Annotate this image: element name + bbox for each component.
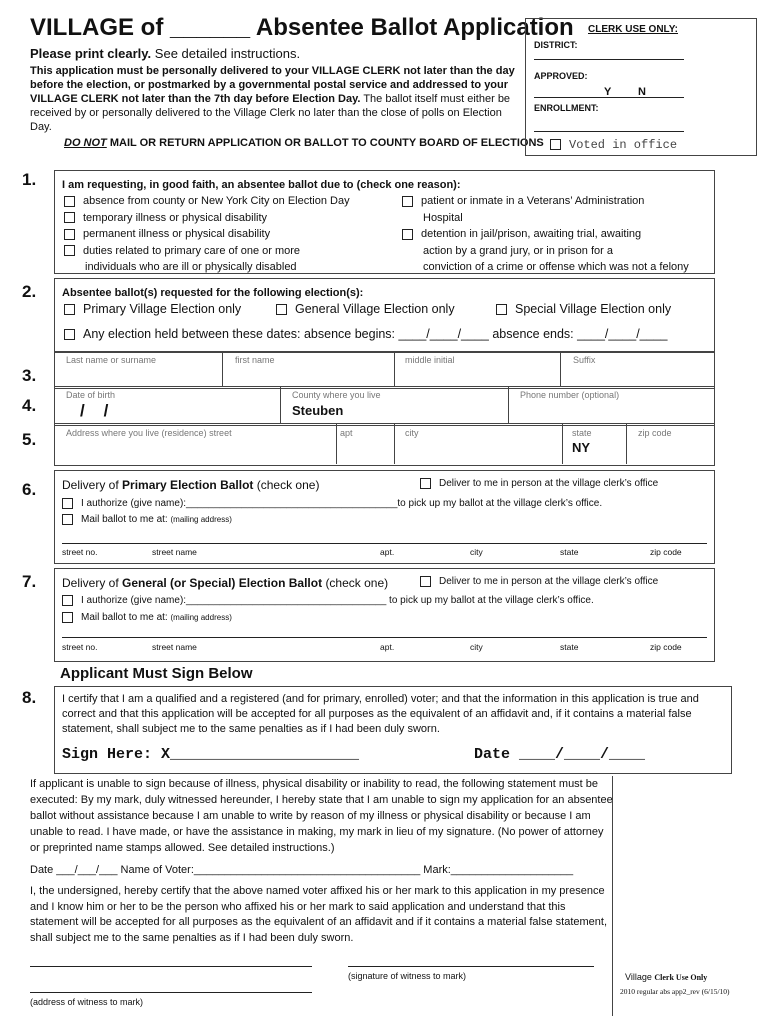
witness-statement: I, the undersigned, hereby certify that the above named voter affixed his or her mark to this application in my presence and I know him or her to be the person who affixed his or her mark to said application and understand that this statement will be accepted for all purposes as the equivalent of an affidavit and if it contains a material false statement, shall subject me to the same penalties as if I had been duly sworn. bbox=[30, 885, 608, 944]
col-apt: apt. bbox=[380, 547, 395, 557]
general-mail[interactable] bbox=[62, 612, 232, 623]
dob-value[interactable]: / / bbox=[80, 401, 109, 420]
general-authorize[interactable] bbox=[62, 595, 594, 606]
reason-right-list bbox=[402, 193, 689, 276]
witness-signature-line-left[interactable] bbox=[30, 966, 312, 967]
last-name-label: Last name or surname bbox=[66, 355, 157, 365]
col-city: city bbox=[470, 547, 483, 557]
section-6-number: 6. bbox=[22, 480, 37, 499]
enrollment-label: ENROLLMENT: bbox=[534, 103, 599, 113]
dob-divider bbox=[508, 386, 509, 424]
address-label: Address where you live (residence) street bbox=[66, 428, 232, 438]
intro-bold: This application must be personally delivered to your VILLAGE CLERK not later than the day before the election, or postmarked by a governmental postal service and addressed to your VILLAGE CLERK not later than the 7th day before Election Day. bbox=[30, 65, 515, 105]
sign-here[interactable]: Sign Here: X_____________________ bbox=[62, 746, 360, 763]
county-label: County where you live bbox=[292, 390, 381, 400]
village-clerk-only bbox=[625, 972, 707, 982]
col-state: state bbox=[560, 547, 579, 557]
mailing-hint: (mailing address) bbox=[170, 613, 232, 623]
do-not-rest: MAIL OR RETURN APPLICATION OR BALLOT TO COUNTY BOARD OF ELECTIONS bbox=[109, 137, 544, 149]
sign-heading: Applicant Must Sign Below bbox=[60, 665, 253, 682]
see-instructions: See detailed instructions. bbox=[154, 46, 301, 61]
election-special[interactable] bbox=[496, 302, 671, 316]
reason-label: absence from county or New York City on Election Day bbox=[83, 195, 350, 207]
ballot-type: General (or Special) Election Ballot bbox=[122, 576, 323, 590]
primary-delivery-heading bbox=[62, 478, 319, 492]
address-divider bbox=[336, 423, 337, 464]
reason-label: duties related to primary care of one or more bbox=[83, 244, 301, 257]
col-street-no: street no. bbox=[62, 642, 98, 652]
election-checkbox[interactable] bbox=[64, 329, 75, 340]
reason-patient-cont: Hospital bbox=[423, 211, 463, 224]
do-not-label: DO NOT bbox=[64, 137, 107, 149]
print-clearly: Please print clearly. bbox=[30, 46, 152, 61]
reason-checkbox[interactable] bbox=[402, 229, 413, 240]
check-one: (check one) bbox=[325, 576, 389, 590]
primary-authorize[interactable] bbox=[62, 498, 602, 509]
name-divider bbox=[394, 352, 395, 387]
section-4-number: 4. bbox=[22, 396, 37, 415]
col-street-name: street name bbox=[152, 642, 197, 652]
election-label: Any election held between these dates: absence begins: ____/____/____ absence ends: ____/____/____ bbox=[83, 327, 668, 341]
col-zip: zip code bbox=[650, 547, 682, 557]
reason-absence[interactable] bbox=[64, 193, 350, 210]
city-label: city bbox=[405, 428, 419, 438]
col-street-no: street no. bbox=[62, 547, 98, 557]
zip-label: zip code bbox=[638, 428, 672, 438]
name-divider bbox=[560, 352, 561, 387]
sign-date[interactable]: Date ____/____/____ bbox=[474, 746, 646, 763]
unable-to-sign-text: If applicant is unable to sign because of illness, physical disability or inability to read, the following statement must be executed: By my mark, duly witnessed hereunder, I hereby state that I am unable to sign my application for an absentee ballot without assistance because I am unable to write by reason of my illness or physical disability or because I am unable to read. I have made, or have the assistance in making, my mark in lieu of my signature. (No power of attorney or preprinted name stamps allowed. See detailed instructions.) bbox=[30, 778, 613, 854]
col-apt: apt. bbox=[380, 642, 395, 652]
enrollment-line bbox=[534, 131, 684, 132]
mark-date-line[interactable]: Date ___/___/___ Name of Voter:_____________________________________ Mark:____________________ bbox=[30, 864, 574, 876]
reason-label: patient or inmate in a Veterans’ Administration bbox=[421, 195, 645, 207]
delivery-checkbox[interactable] bbox=[62, 498, 73, 509]
delivery-label: Delivery of bbox=[62, 576, 119, 590]
col-zip: zip code bbox=[650, 642, 682, 652]
reason-checkbox[interactable] bbox=[64, 229, 75, 240]
name-divider bbox=[222, 352, 223, 387]
witness-signature-line[interactable] bbox=[348, 966, 594, 967]
approved-line bbox=[534, 97, 684, 98]
delivery-checkbox[interactable] bbox=[62, 595, 73, 606]
delivery-label: Mail ballot to me at: bbox=[81, 514, 168, 526]
middle-initial-label: middle initial bbox=[405, 355, 455, 365]
election-any-dates[interactable] bbox=[64, 327, 668, 341]
delivery-label: I authorize (give name):____________________________________ to pick up my ballot at the village clerk’s office. bbox=[81, 595, 594, 607]
col-state: state bbox=[560, 642, 579, 652]
delivery-checkbox[interactable] bbox=[62, 612, 73, 623]
approved-yes: Y bbox=[604, 86, 612, 98]
election-label: Primary Village Election only bbox=[83, 302, 242, 316]
address-divider bbox=[394, 423, 395, 464]
reason-checkbox[interactable] bbox=[402, 196, 413, 207]
delivery-checkbox[interactable] bbox=[420, 478, 431, 489]
reason-label: permanent illness or physical disability bbox=[83, 228, 271, 240]
general-in-person[interactable] bbox=[420, 576, 658, 587]
voted-label: Voted in office bbox=[569, 138, 678, 152]
do-not-mail bbox=[64, 136, 544, 150]
voted-in-office bbox=[550, 137, 677, 152]
general-delivery-heading bbox=[62, 576, 388, 590]
delivery-checkbox[interactable] bbox=[62, 514, 73, 525]
reason-checkbox[interactable] bbox=[64, 212, 75, 223]
revision-label: 2010 regular abs app2_rev (6/15/10) bbox=[620, 987, 730, 996]
clerk-use-box bbox=[525, 18, 757, 156]
election-checkbox[interactable] bbox=[496, 304, 507, 315]
apt-label: apt bbox=[340, 428, 353, 438]
approved-no: N bbox=[638, 86, 646, 98]
phone-label: Phone number (optional) bbox=[520, 390, 620, 400]
primary-in-person[interactable] bbox=[420, 478, 658, 489]
election-label: Special Village Election only bbox=[515, 302, 672, 316]
election-label: General Village Election only bbox=[295, 302, 455, 316]
section-2-number: 2. bbox=[22, 282, 37, 301]
suffix-label: Suffix bbox=[573, 355, 596, 365]
footer-divider bbox=[612, 776, 613, 1016]
general-address-line[interactable] bbox=[62, 637, 707, 638]
election-heading: Absentee ballot(s) requested for the following election(s): bbox=[62, 287, 364, 299]
section-7-number: 7. bbox=[22, 572, 37, 591]
reason-primary-care[interactable] bbox=[64, 243, 350, 260]
reason-permanent-illness[interactable] bbox=[64, 226, 350, 243]
intro-text bbox=[30, 64, 520, 134]
clerk-use-label: Clerk Use Only bbox=[654, 973, 708, 982]
election-checkbox[interactable] bbox=[64, 304, 75, 315]
print-instruction bbox=[30, 46, 300, 61]
delivery-label: Mail ballot to me at: bbox=[81, 612, 168, 624]
section-1-number: 1. bbox=[22, 170, 37, 189]
delivery-label: Deliver to me in person at the village clerk’s office bbox=[439, 478, 659, 490]
reason-temporary-illness[interactable] bbox=[64, 210, 350, 227]
reason-patient[interactable] bbox=[402, 193, 689, 210]
section-5-number: 5. bbox=[22, 430, 37, 449]
district-line bbox=[534, 59, 684, 60]
delivery-label: I authorize (give name):______________________________________to pick up my ballot at the village clerk’s office. bbox=[81, 498, 603, 510]
election-primary[interactable] bbox=[64, 302, 241, 316]
state-label: state bbox=[572, 428, 592, 438]
witness-signature-label: (signature of witness to mark) bbox=[348, 971, 467, 981]
delivery-checkbox[interactable] bbox=[420, 576, 431, 587]
address-divider bbox=[626, 423, 627, 464]
dob-divider bbox=[280, 386, 281, 424]
address-divider bbox=[562, 423, 563, 464]
district-label: DISTRICT: bbox=[534, 40, 578, 50]
primary-address-line[interactable] bbox=[62, 543, 707, 544]
mailing-hint: (mailing address) bbox=[170, 515, 232, 525]
ballot-type: Primary Election Ballot bbox=[122, 478, 254, 492]
reason-detention[interactable] bbox=[402, 226, 689, 243]
check-one: (check one) bbox=[256, 478, 320, 492]
delivery-label: Deliver to me in person at the village clerk’s office bbox=[439, 576, 659, 588]
reason-detention-cont: action by a grand jury, or in prison for a bbox=[423, 244, 613, 257]
col-street-name: street name bbox=[152, 547, 197, 557]
village-label: Village bbox=[625, 972, 652, 982]
clerk-title: CLERK USE ONLY: bbox=[588, 24, 679, 35]
dob-label: Date of birth bbox=[66, 390, 116, 400]
reason-checkbox[interactable] bbox=[64, 245, 75, 256]
reason-detention-cont2: conviction of a crime or offense which was not a felony bbox=[423, 261, 689, 273]
delivery-label: Delivery of bbox=[62, 478, 119, 492]
election-general[interactable] bbox=[276, 302, 455, 316]
approved-label: APPROVED: bbox=[534, 71, 588, 81]
witness-address-line[interactable] bbox=[30, 992, 312, 993]
reason-heading: I am requesting, in good faith, an absentee ballot due to (check one reason): bbox=[62, 179, 461, 191]
primary-mail[interactable] bbox=[62, 514, 232, 525]
reason-checkbox[interactable] bbox=[64, 196, 75, 207]
form-title: VILLAGE of ______ Absentee Ballot Application bbox=[30, 14, 574, 41]
reason-label: detention in jail/prison, awaiting trial, awaiting bbox=[421, 228, 642, 240]
first-name-label: first name bbox=[235, 355, 275, 365]
reason-primary-care-cont: individuals who are ill or physically disabled bbox=[85, 261, 297, 273]
certify-text: I certify that I am a qualified and a registered (and for primary, enrolled) voter; and that the information in this application is true and correct and that this application will be accepted for all purposes as the equivalent of an affidavit and, if it contains a material false statement, shall subject me to the same penalties as if I had been duly sworn. bbox=[62, 693, 699, 735]
col-city: city bbox=[470, 642, 483, 652]
voted-checkbox[interactable] bbox=[550, 139, 561, 150]
section-8-number: 8. bbox=[22, 688, 37, 707]
reason-label: temporary illness or physical disability bbox=[83, 211, 268, 224]
state-value[interactable]: NY bbox=[572, 440, 591, 455]
reason-left-list bbox=[64, 193, 350, 276]
section-3-number: 3. bbox=[22, 366, 37, 385]
election-checkbox[interactable] bbox=[276, 304, 287, 315]
witness-address-label: (address of witness to mark) bbox=[30, 997, 144, 1007]
county-value[interactable]: Steuben bbox=[292, 403, 344, 418]
intro-rest: The ballot itself must either be received by or personally delivered to the Village Clerk no later than the close of polls on Election Day. bbox=[30, 93, 511, 133]
